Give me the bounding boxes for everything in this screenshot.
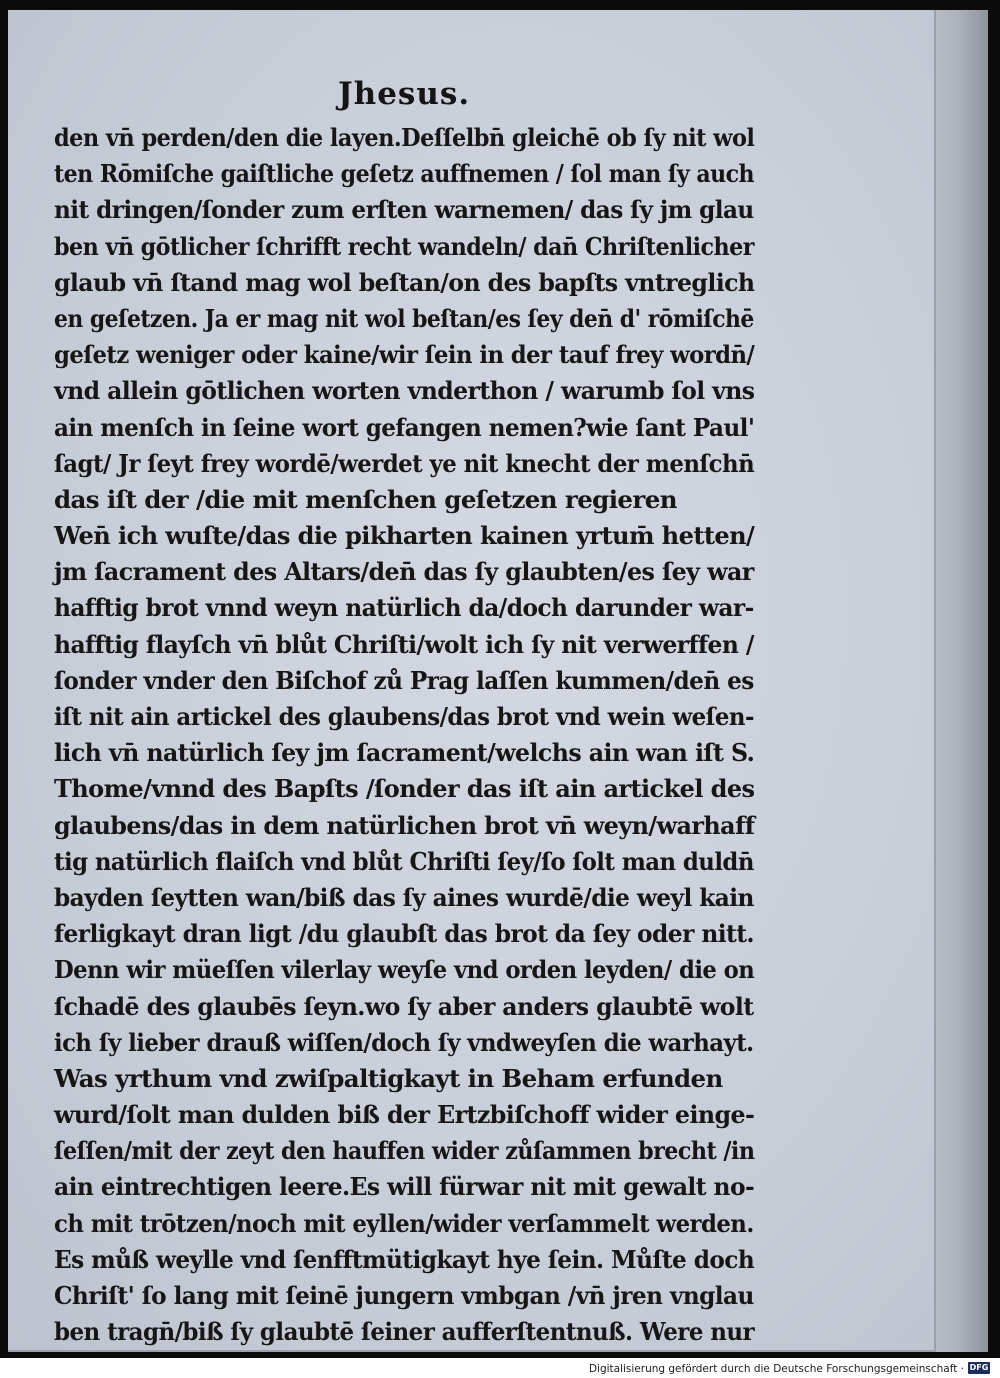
funding-credit: Digitalisierung gefördert durch die Deutsche Forschungsgemeinschaft · [588, 1363, 964, 1375]
text-line: ben vn̄ gōtlicher ſchrifft recht wandeln/ dan̄ Chriſtenlicher [54, 231, 754, 261]
text-line: hafftig brot vnnd weyn natürlich da/doch darunder war- [54, 593, 754, 623]
text-line: ſchadē des glaubēs ſeyn.wo ſy aber anders glaubtē wolt [54, 991, 754, 1021]
text-line: ain menſch in ſeine wort gefangen nemen?wie ſant Paul' [54, 412, 755, 442]
text-line: das iſt der /die mit menſchen geſetzen regieren [54, 484, 677, 514]
text-line: ferligkayt dran ligt /du glaubſt das brot da ſey oder nitt. [54, 919, 754, 949]
page-edge [936, 10, 988, 1352]
text-line: ch mit trōtzen/noch mit eyllen/wider verſammelt werden. [54, 1208, 754, 1238]
text-line: den vn̄ perden/den die layen.Deſſelbn̄ gleichē ob ſy nit wol [54, 123, 755, 152]
text-line: tig natürlich flaiſch vnd blůt Chriſti ſey/ſo ſolt man duldn̄ [54, 846, 754, 876]
text-line: Wen̄ ich wuſte/das die pikharten kainen yrtum̄ hetten/ [54, 521, 755, 551]
text-line: nit dringen/ſonder zum erſten warnemen/ das ſy jm glau [54, 195, 754, 225]
text-line: Chriſt' ſo lang mit ſeinē jungern vmbgan /vn̄ jren vnglau [54, 1281, 754, 1310]
text-line: lich vn̄ natürlich ſey jm ſacrament/welchs ain wan iſt S. [54, 738, 755, 768]
text-line: bayden ſeytten wan/biß das ſy aines wurdē/die weyl kain [54, 882, 754, 912]
text-line: ich ſy lieber drauß wiſſen/doch ſy vndweyſen die warhayt. [54, 1027, 754, 1057]
page-header: Jhesus. [338, 76, 471, 112]
text-line: Thome/vnnd des Bapſts /ſonder das iſt ain artickel des [54, 774, 755, 804]
text-line: Denn wir müeſſen vilerlay weyſe vnd orden leyden/ die on [54, 955, 755, 985]
body-text [54, 120, 755, 1350]
text-line: geſetz weniger oder kaine/wir ſein in der tauf frey wordn̄/ [54, 340, 755, 370]
text-line: vnd allein gōtlichen worten vnderthon / warumb ſol vns [54, 376, 755, 406]
text-line: jm ſacrament des Altars/den̄ das ſy glaubten/es ſey war [54, 557, 754, 587]
text-line: ſonder vnder den Biſchof zů Prag laſſen kummen/den̄ es [54, 665, 754, 695]
text-line: ben tragn̄/biß ſy glaubtē ſeiner aufferſtentnuß. Were nur [54, 1317, 755, 1347]
text-line: Es můß weylle vnd ſenfftmütigkayt hye ſein. Můſte doch [54, 1244, 755, 1274]
text-line: wurd/ſolt man dulden biß der Ertzbiſchoff wider einge- [54, 1100, 755, 1130]
text-line: glaub vn̄ ſtand mag wol beſtan/on des bapſts vntreglich [54, 267, 755, 297]
text-line: Was yrthum vnd zwiſpaltigkayt in Beham erfunden [54, 1063, 723, 1093]
dfg-logo: DFG [969, 1363, 989, 1372]
text-line: hafftig flayſch vn̄ blůt Chriſti/wolt ich ſy nit verwerffen / [54, 629, 754, 659]
text-line: glaubens/das in dem natürlichen brot vn̄ weyn/warhaff [54, 810, 755, 840]
text-line: ſagt/ Jr ſeyt frey wordē/werdet ye nit knecht der menſchn̄ [54, 448, 755, 478]
text-line: en geſetzen. Ja er mag nit wol beſtan/es ſey den̄ d' rōmiſchē [54, 303, 754, 333]
text-line: ten Rōmiſche gaiſtliche geſetz auffnemen / ſol man ſy auch [54, 159, 755, 189]
text-line: ain eintrechtigen leere.Es will fürwar nit mit gewalt no- [54, 1172, 755, 1202]
text-line: ſeſſen/mit der zeyt den hauffen wider zůſammen brecht /in [54, 1136, 755, 1166]
text-line: iſt nit ain artickel des glaubens/das brot vnd wein weſen- [54, 702, 754, 731]
